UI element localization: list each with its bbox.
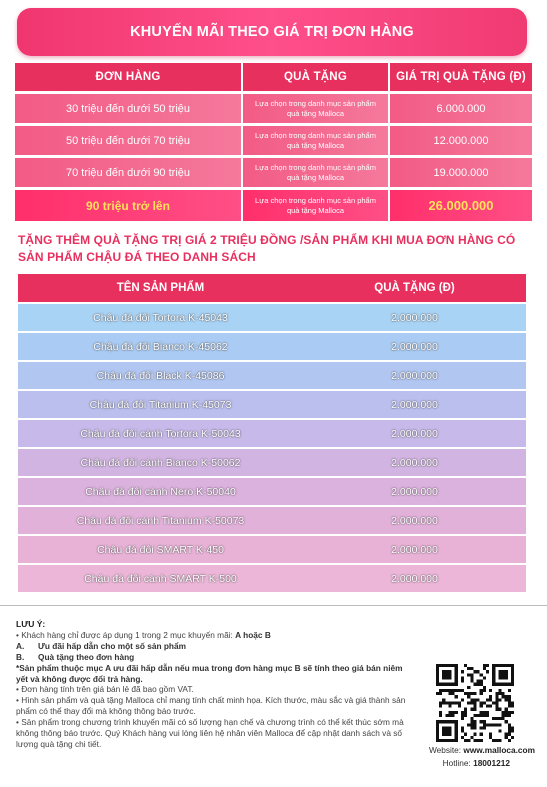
header-gift: QUÀ TẶNG <box>243 63 388 91</box>
order-table-header <box>15 63 532 91</box>
gift-desc: Lựa chọn trong danh mục sản phẩm quà tặng Malloca <box>243 126 388 155</box>
hotline-line: Hotline: 18001212 <box>442 758 510 768</box>
order-range: 70 triệu đến dưới 90 triệu <box>15 158 241 187</box>
product-name: Chậu đá đôi cánh Tortora K-50043 <box>80 427 241 440</box>
header-product-name: TÊN SẢN PHẨM <box>116 282 205 294</box>
table-row <box>18 507 526 534</box>
product-name: Chậu đá đôi cánh Nero K-50040 <box>85 485 236 498</box>
product-gift-value: 2.000.000 <box>391 398 438 411</box>
table-row <box>15 158 532 187</box>
product-table-body <box>18 304 526 592</box>
table-row <box>18 478 526 505</box>
table-row <box>15 126 532 155</box>
product-gift-value: 2.000.000 <box>391 369 438 382</box>
product-gift-value: 2.000.000 <box>391 340 438 353</box>
table-row <box>18 391 526 418</box>
gift-value: 6.000.000 <box>390 94 532 123</box>
product-gift-value: 2.000.000 <box>391 456 438 469</box>
hotline-number: 18001212 <box>473 758 510 768</box>
gift-value: 12.000.000 <box>390 126 532 155</box>
order-range: 90 triệu trở lên <box>15 190 241 221</box>
table-row <box>18 536 526 563</box>
note-option-b: B. Quà tặng theo đơn hàng <box>16 651 135 662</box>
table-row <box>18 420 526 447</box>
header-gift-amount: QUÀ TẶNG (Đ) <box>374 282 455 294</box>
note-bold: *Sản phẩm thuộc mục A ưu đãi hấp dẫn nếu mua trong đơn hàng mục B sẽ tính theo giá bán niêm yết và không được đổi trả hàng. <box>16 662 403 684</box>
note-line: • Khách hàng chỉ được áp dụng 1 trong 2 mục khuyến mãi: A hoặc B <box>16 629 271 640</box>
product-name: Chậu đá đôi Titanium K-45073 <box>89 398 232 411</box>
product-table-header <box>18 274 526 302</box>
header-order: ĐƠN HÀNG <box>15 63 241 91</box>
gift-desc: Lựa chọn trong danh mục sản phẩm quà tặng Malloca <box>243 158 388 187</box>
product-name: Chậu đá đôi cánh Bianco K-50062 <box>80 456 241 469</box>
extra-gift-title: TẶNG THÊM QUÀ TẶNG TRỊ GIÁ 2 TRIỆU ĐỒNG /SẢN PHẨM KHI MUA ĐƠN HÀNG CÓ SẢN PHẨM CHẬU ĐÁ THEO DANH SÁCH <box>18 233 516 264</box>
table-row <box>18 333 526 360</box>
divider <box>0 605 547 606</box>
table-row-highlight <box>15 190 532 221</box>
product-gift-value: 2.000.000 <box>391 427 438 440</box>
order-value-table <box>15 63 532 221</box>
note-limited: • Sản phẩm trong chương trình khuyến mãi có số lượng hạn chế và chương trình có thể kết thúc sớm mà không thông báo trước. Quý Khách hàng vui lòng liên hệ nhân viên Malloca để cập nhật danh sách và số lượng quà tặng chi tiết. <box>16 717 404 749</box>
table-row <box>18 304 526 331</box>
table-row <box>15 94 532 123</box>
website-line: Website: www.malloca.com <box>428 745 535 755</box>
product-name: Chậu đá đôi Black K-45086 <box>96 369 225 382</box>
table-row <box>18 565 526 592</box>
notes-section <box>16 619 408 750</box>
product-name: Chậu đá đôi cánh Titanium K-50073 <box>76 514 245 527</box>
gift-desc: Lựa chọn trong danh mục sản phẩm quà tặng Malloca <box>243 190 388 221</box>
website-link[interactable]: www.malloca.com <box>463 745 535 755</box>
promo-banner <box>17 8 527 56</box>
note-vat: • Đơn hàng tính trên giá bán lẻ đã bao gồm VAT. <box>16 684 194 695</box>
qr-code-icon <box>436 664 514 742</box>
product-gift-value: 2.000.000 <box>391 543 438 556</box>
header-gift-value: GIÁ TRỊ QUÀ TẶNG (Đ) <box>390 63 532 91</box>
notes-label: LƯU Ý: <box>16 619 46 629</box>
gift-desc: Lựa chọn trong danh mục sản phẩm quà tặng Malloca <box>243 94 388 123</box>
table-row <box>18 362 526 389</box>
product-gift-value: 2.000.000 <box>391 514 438 527</box>
gift-value: 26.000.000 <box>390 190 532 221</box>
product-gift-table <box>18 274 526 592</box>
product-gift-value: 2.000.000 <box>391 572 438 585</box>
note-option-a: A. Ưu đãi hấp dẫn cho một số sản phẩm <box>16 640 186 651</box>
table-row <box>18 449 526 476</box>
banner-title: KHUYẾN MÃI THEO GIÁ TRỊ ĐƠN HÀNG <box>130 24 414 40</box>
product-gift-value: 2.000.000 <box>391 311 438 324</box>
order-range: 50 triệu đến dưới 70 triệu <box>15 126 241 155</box>
product-name: Chậu đá đôi cánh SMART K-500 <box>84 572 237 585</box>
gift-value: 19.000.000 <box>390 158 532 187</box>
product-name: Chậu đá đôi SMART K-450 <box>97 543 224 556</box>
order-range: 30 triệu đến dưới 50 triệu <box>15 94 241 123</box>
product-name: Chậu đá đôi Bianco K-45062 <box>93 340 228 353</box>
product-name: Chậu đá đôi Tortora K-45043 <box>93 311 228 324</box>
product-gift-value: 2.000.000 <box>391 485 438 498</box>
note-image: • Hình sản phẩm và quà tặng Malloca chỉ mang tính chất minh họa. Kích thước, màu sắc và giá thành sản phẩm có thể thay đổi mà không thông báo trước. <box>16 695 406 717</box>
